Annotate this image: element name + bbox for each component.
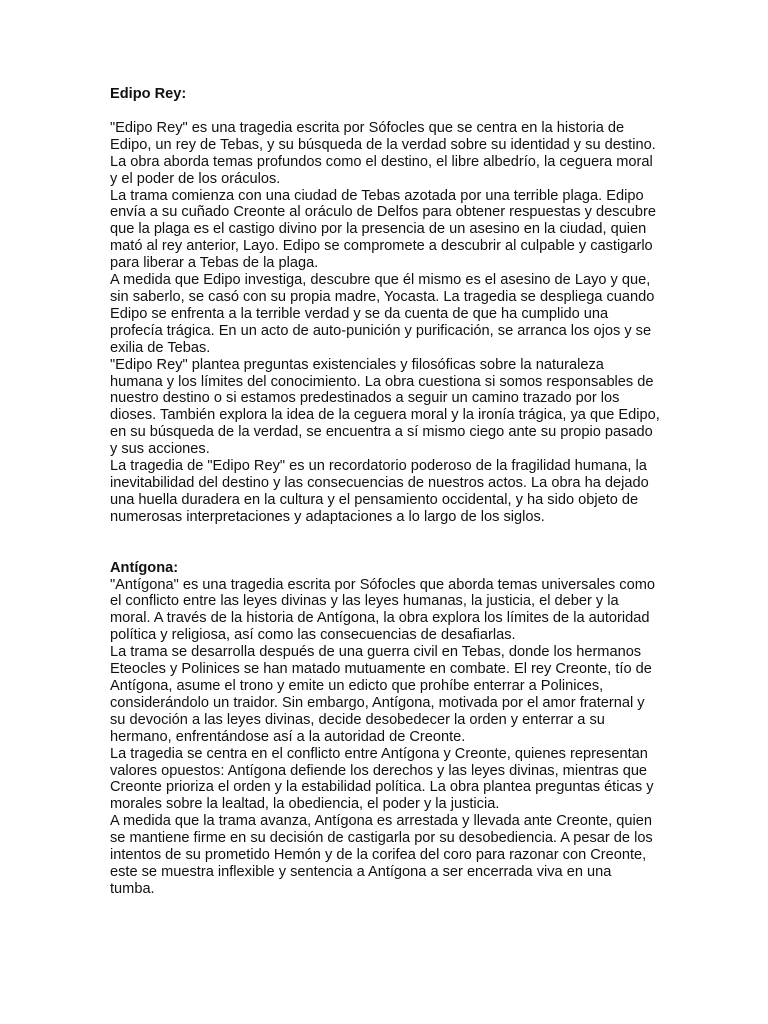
paragraph: "Edipo Rey" plantea preguntas existenciales y filosóficas sobre la naturaleza humana y los límites del conocimiento. La obra cuestiona si somos responsables de nuestro destino o si estamos predestinados a seguir un camino trazado por los dioses. También explora la idea de la ceguera moral y la ironía trágica, ya que Edipo, en su búsqueda de la verdad, se encuentra a sí mismo ciego ante su propio pasado y sus acciones. — [110, 356, 660, 458]
paragraph: A medida que la trama avanza, Antígona es arrestada y llevada ante Creonte, quien se mantiene firme en su decisión de castigarla por su desobediencia. A pesar de los intentos de su prometido Hemón y de la corifea del coro para razonar con Creonte, este se muestra inflexible y sentencia a Antígona a ser encerrada viva en una tumba. — [110, 813, 653, 897]
paragraph: "Antígona" es una tragedia escrita por Sófocles que aborda temas universales como el conflicto entre las leyes divinas y las leyes humanas, la justicia, el deber y la moral. A través de la historia de Antígona, la obra explora los límites de la autoridad política y religiosa, así como las consecuencias de desafiarlas. — [110, 576, 655, 644]
spacer — [110, 526, 660, 560]
paragraph: La tragedia de "Edipo Rey" es un recordatorio poderoso de la fragilidad humana, la inevitabilidad del destino y las consecuencias de nuestros actos. La obra ha dejado una huella duradera en la cultura y el pensamiento occidental, y ha sido objeto de numerosas interpretaciones y adaptaciones a lo largo de los siglos. — [110, 458, 649, 525]
paragraph: A medida que Edipo investiga, descubre que él mismo es el asesino de Layo y que, sin saberlo, se casó con su propia madre, Yocasta. La tragedia se despliega cuando Edipo se enfrenta a la terrible verdad y se da cuenta de que ha cumplido una profecía trágica. En un acto de auto-punición y purificación, se arranca los ojos y se exilia de Tebas. — [110, 272, 655, 356]
section-heading-edipo-rey: Edipo Rey: — [110, 86, 187, 102]
section-heading-antigona: Antígona: — [110, 559, 179, 576]
paragraph: La trama se desarrolla después de una guerra civil en Tebas, donde los hermanos Eteocles y Polinices se han matado mutuamente en combate. El rey Creonte, tío de Antígona, asume el trono y emite un edicto que prohíbe enterrar a Polinices, considerándolo un traidor. Sin embargo, Antígona, motivada por el amor fraternal y su devoción a las leyes divinas, decide desobedecer la orden y enterrar a su hermano, enfrentándose así a la autoridad de Creonte. — [110, 644, 652, 745]
document-body — [110, 86, 660, 898]
paragraph: "Edipo Rey" es una tragedia escrita por Sófocles que se centra en la historia de Edipo, un rey de Tebas, y su búsqueda de la verdad sobre su identidad y su destino. La obra aborda temas profundos como el destino, el libre albedrío, la ceguera moral y el poder de los oráculos. — [110, 119, 656, 187]
spacer — [110, 103, 660, 120]
paragraph: La tragedia se centra en el conflicto entre Antígona y Creonte, quienes representan valores opuestos: Antígona defiende los derechos y las leyes divinas, mientras que Creonte prioriza el orden y la estabilidad política. La obra plantea preguntas éticas y morales sobre la lealtad, la obediencia, el poder y la justicia. — [110, 745, 654, 813]
paragraph: La trama comienza con una ciudad de Tebas azotada por una terrible plaga. Edipo envía a su cuñado Creonte al oráculo de Delfos para obtener respuestas y descubre que la plaga es el castigo divino por la presencia de un asesino en la ciudad, quien mató al rey anterior, Layo. Edipo se compromete a descubrir al culpable y castigarlo para liberar a Tebas de la plaga. — [110, 187, 656, 272]
